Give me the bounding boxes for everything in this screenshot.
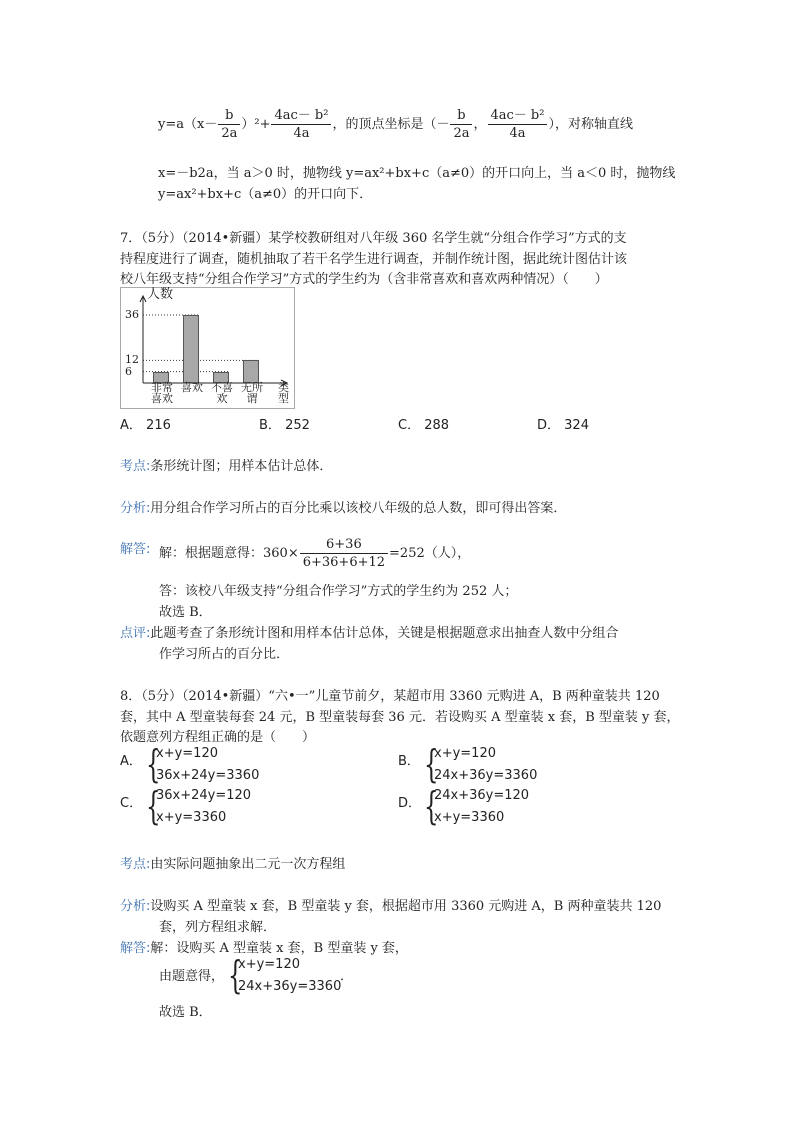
q7-dianping: [120, 622, 618, 641]
option-value: 288: [424, 418, 450, 433]
fraction-denominator: 4a: [293, 126, 310, 141]
kaodian-tag: 考点:: [120, 459, 151, 474]
q7-jieda-line-3: 故选 B．: [159, 605, 212, 620]
q8-option-c-label[interactable]: C．: [120, 796, 143, 811]
left-brace: {: [146, 784, 161, 828]
fraction-numerator: b: [450, 107, 472, 125]
chart-ytick-label: 6: [125, 364, 132, 378]
chart-ylabel: 人数: [147, 287, 174, 302]
equation-2: 24x+36y=3360: [238, 979, 342, 994]
left-brace: {: [424, 742, 439, 786]
option-label: D．: [537, 418, 561, 433]
kaodian-text: 条形统计图；用样本估计总体．: [150, 459, 333, 474]
q7-jieda-tag: 解答:: [120, 542, 151, 557]
vertex-fraction-3: [450, 107, 472, 142]
equation-1: 24x+36y=120: [434, 788, 530, 803]
q7-stem-line-2: 持程度进行了调查，随机抽取了若干名学生进行调查，并制作统计图，据此统计图估计该: [120, 252, 628, 267]
vertex-line-3: y=ax²+bx+c（a≠0）的开口向下．: [158, 187, 373, 202]
chart-ytick-label: 36: [125, 308, 139, 321]
vertex-text-5: ），对称轴直线: [548, 117, 633, 132]
q7-option-d[interactable]: [537, 414, 589, 433]
bar-chart: [120, 287, 295, 409]
equation-2: x+y=3360: [434, 810, 505, 825]
equation-2: 36x+24y=3360: [156, 768, 260, 783]
q8-option-c-system[interactable]: [146, 786, 286, 830]
option-value: 252: [285, 418, 310, 433]
kaodian-tag: 考点:: [120, 857, 151, 872]
fraction-numerator: b: [218, 107, 240, 125]
vertex-text-3: ，的顶点坐标是（－: [332, 117, 450, 132]
q7-kaodian: [120, 455, 332, 474]
jieda-text: 解：根据题意得：360×: [159, 546, 299, 561]
chart-category-label: 无所 谓: [241, 381, 263, 405]
left-brace: {: [228, 953, 243, 997]
q7-option-a[interactable]: [120, 414, 171, 433]
q8-kaodian: [120, 853, 345, 872]
q8-option-b-system[interactable]: [424, 744, 564, 788]
q7-option-c[interactable]: [398, 414, 449, 433]
vertex-text-4: ，: [473, 117, 487, 132]
fraction-denominator: 2a: [221, 126, 238, 141]
vertex-fraction-4: [488, 107, 548, 142]
chart-bar: [243, 360, 259, 383]
option-label: B．: [259, 418, 281, 433]
chart-category-label: 喜欢: [181, 381, 203, 394]
fraction-numerator: 4ac－ b²: [271, 107, 331, 125]
q8-option-d-label[interactable]: D．: [398, 796, 422, 811]
fenxi-tag: 分析:: [120, 501, 151, 516]
dianping-text: 此题考查了条形统计图和用样本估计总体，关键是根据题意求出抽查人数中分组合: [150, 626, 619, 641]
chart-category-label: 不喜 欢: [211, 381, 233, 405]
left-brace: {: [424, 784, 439, 828]
left-brace: {: [146, 742, 161, 786]
q7-stem-line-3: 校八年级支持“分组合作学习”方式的学生约为（含非常喜欢和喜欢两种情况）（ ）: [120, 272, 608, 287]
equation-1: x+y=120: [434, 746, 496, 761]
equation-1: x+y=120: [156, 746, 218, 761]
fraction-numerator: 4ac－ b²: [488, 107, 548, 125]
q8-jieda-post: ．: [340, 969, 354, 984]
fenxi-tag: 分析:: [120, 899, 151, 914]
fenxi-text: 设购买 A 型童装 x 套，B 型童装 y 套，根据超市用 3360 元购进 A，B 两种童装共 120: [150, 899, 662, 914]
q8-jieda-pre: 由题意得，: [159, 969, 225, 984]
q7-jieda-line-1: [159, 536, 470, 572]
q8-stem-line-3: 依题意列方程组正确的是（ ）: [120, 730, 316, 745]
q8-stem-line-1: 8．（5分）（2014•新疆）“六•一”儿童节前夕，某超市用 3360 元购进 A，B 两种童装共 120: [120, 689, 660, 704]
q8-stem-line-2: 套，其中 A 型童装每套 24 元，B 型童装每套 36 元．若设购买 A 型童装 x 套，B 型童装 y 套，: [120, 710, 680, 725]
fraction-denominator: 6+36+6+12: [302, 555, 386, 570]
fraction-numerator: 6+36: [300, 536, 388, 554]
q7-jieda-line-2: 答：该校八年级支持“分组合作学习”方式的学生约为 252 人；: [159, 584, 518, 599]
vertex-text-1: y=a（x－: [158, 117, 218, 132]
chart-bar: [183, 315, 199, 383]
q7-stem-line-1: 7．（5分）（2014•新疆）某学校教研组对八年级 360 名学生就“分组合作学习”方式的支: [120, 231, 627, 246]
vertex-fraction-1: [218, 107, 240, 142]
chart-ytick-label: 12: [125, 353, 139, 367]
jieda-tag: 解答:: [120, 941, 151, 956]
q8-option-a-label[interactable]: A．: [120, 754, 142, 769]
option-label: C．: [398, 418, 421, 433]
fraction-denominator: 4a: [509, 126, 526, 141]
fraction-denominator: 2a: [453, 126, 470, 141]
vertex-text-2: ）²+: [241, 117, 271, 132]
equation-2: x+y=3360: [156, 810, 227, 825]
q8-jieda: [120, 937, 408, 956]
q8-fenxi-line-2: 套，列方程组求解．: [159, 920, 277, 935]
q8-option-a-system[interactable]: [146, 744, 286, 788]
q8-jieda-line-3: 故选 B．: [159, 1005, 212, 1020]
q8-jieda-system: [228, 955, 358, 999]
option-value: 324: [564, 418, 589, 433]
jieda-fraction: [300, 536, 388, 571]
q8-option-d-system[interactable]: [424, 786, 564, 830]
vertex-line-2: x=－b2a，当 a＞0 时，抛物线 y=ax²+bx+c（a≠0）的开口向上，当 a＜0 时，抛物线: [158, 166, 676, 181]
vertex-formula-line: [158, 107, 633, 143]
q7-fenxi: [120, 497, 566, 516]
vertex-fraction-2: [271, 107, 331, 142]
chart-category-label: 非常 喜欢: [151, 381, 173, 405]
dianping-tag: 点评:: [120, 626, 151, 641]
jieda-result: =252（人），: [389, 546, 471, 561]
q8-fenxi: [120, 895, 661, 914]
q7-dianping-line-2: 作学习所占的百分比．: [159, 647, 290, 662]
equation-2: 24x+36y=3360: [434, 768, 538, 783]
chart-xlabel: 类型: [278, 381, 289, 405]
equation-1: x+y=120: [238, 957, 300, 972]
q7-option-b[interactable]: [259, 414, 310, 433]
equation-1: 36x+24y=120: [156, 788, 252, 803]
jieda-text: 解：设购买 A 型童装 x 套，B 型童装 y 套，: [150, 941, 408, 956]
option-label: A．: [120, 418, 142, 433]
option-value: 216: [146, 418, 171, 433]
q8-option-b-label[interactable]: B．: [398, 754, 420, 769]
fenxi-text: 用分组合作学习所占的百分比乘以该校八年级的总人数，即可得出答案．: [150, 501, 567, 516]
kaodian-text: 由实际问题抽象出二元一次方程组: [150, 857, 346, 872]
bar-chart-svg: [121, 288, 294, 408]
